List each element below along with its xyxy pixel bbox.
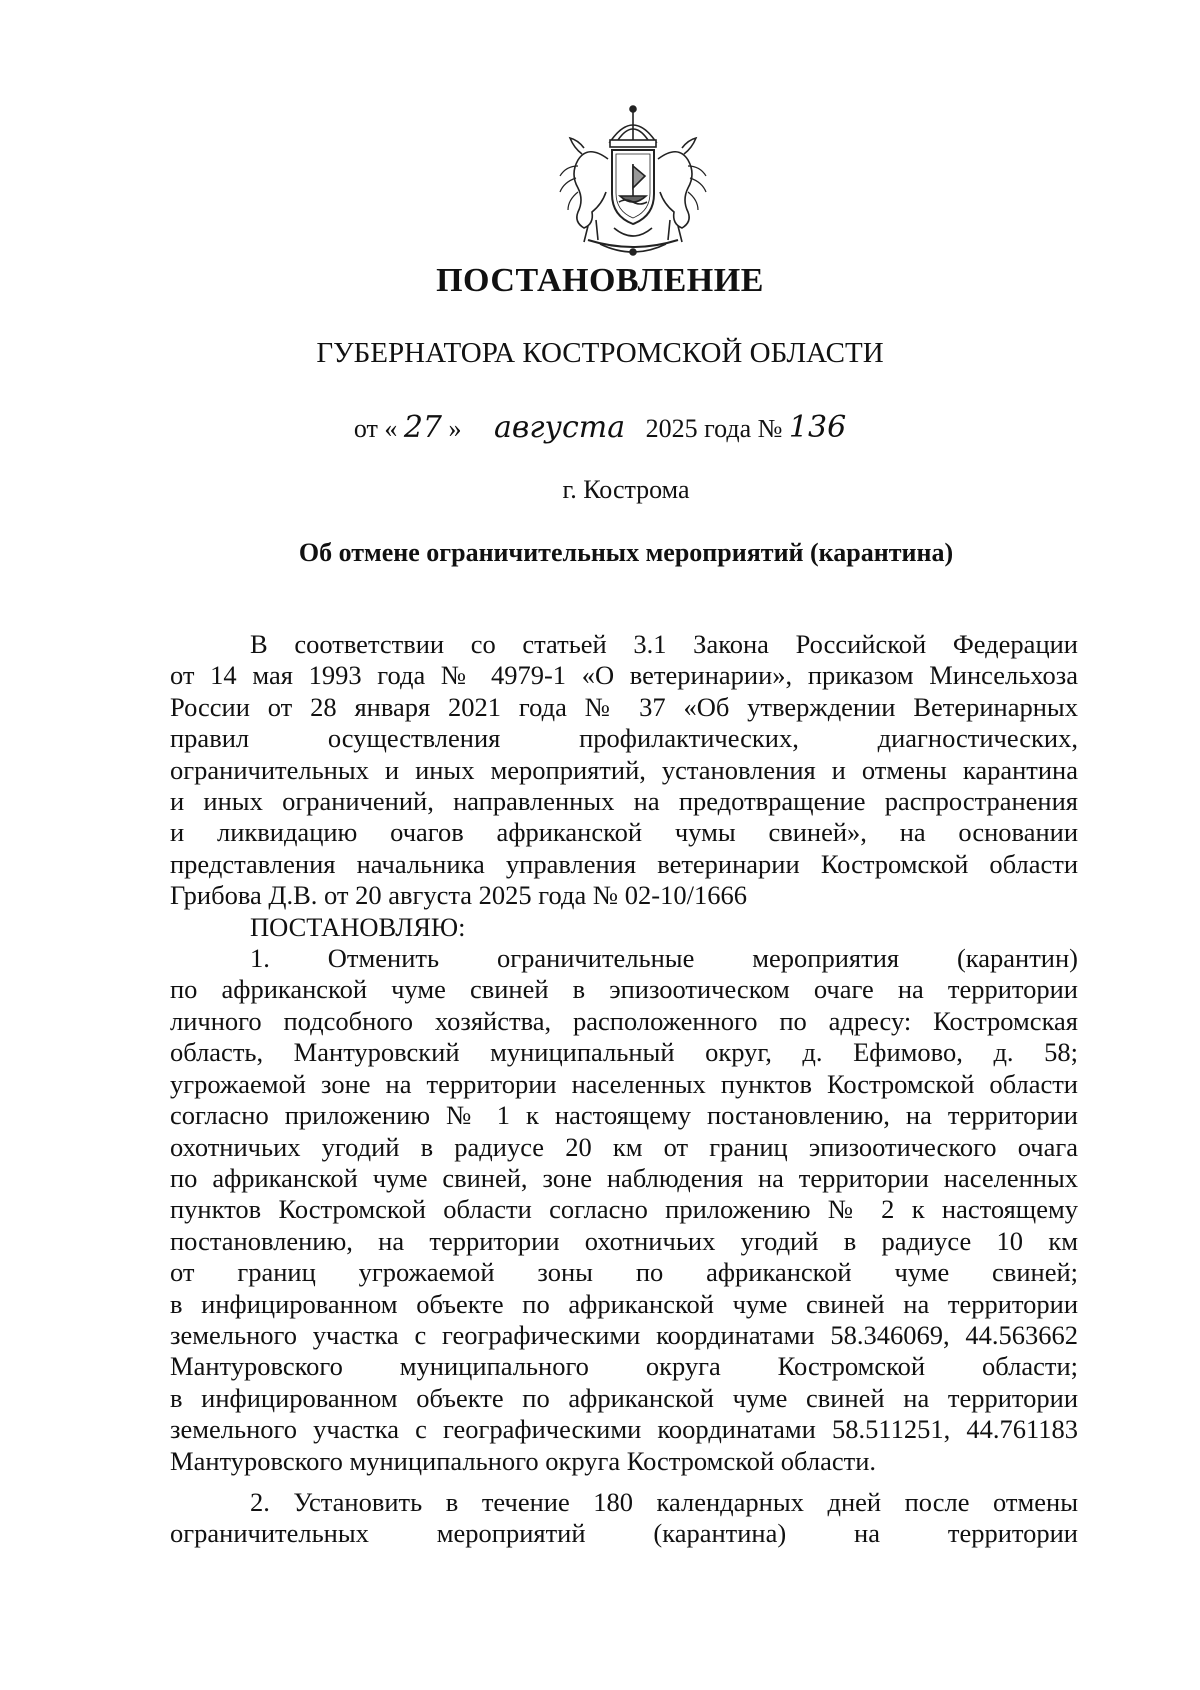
body-line: в инфицированном объекте по африканской чуме свиней на территории [170, 1382, 1078, 1413]
body-line: земельного участка с географическими координатами 58.346069, 44.563662 [170, 1319, 1078, 1350]
body-line: правил осуществления профилактических, диагностических, [170, 723, 1078, 754]
body-line: России от 28 января 2021 года № 37 «Об утверждении Ветеринарных [170, 691, 1078, 722]
body-line: и ликвидацию очагов африканской чумы свиней», на основании [170, 817, 1078, 848]
body-line: согласно приложению № 1 к настоящему постановлению, на территории [170, 1100, 1078, 1131]
document-title: ПОСТАНОВЛЕНИЕ [436, 262, 764, 299]
date-quote-close: » [448, 414, 462, 443]
body-line: по африканской чуме свиней в эпизоотическом очаге на территории [170, 974, 1078, 1005]
body-line: и иных ограничений, направленных на предотвращение распространения [170, 786, 1078, 817]
body-line: Грибова Д.В. от 20 августа 2025 года № 02-10/1666 [170, 880, 747, 911]
year-and-number-label: 2025 года № [645, 414, 783, 443]
body-line: ограничительных и иных мероприятий, установления и отмены карантина [170, 754, 1078, 785]
body-line: от границ угрожаемой зоны по африканской чуме свиней; [170, 1257, 1078, 1288]
city-line: г. Кострома [562, 475, 690, 504]
body-line: земельного участка с географическими координатами 58.511251, 44.761183 [170, 1414, 1078, 1445]
body-line: Мантуровского муниципального округа Костромской области. [170, 1445, 877, 1476]
date-number-line [0, 410, 1200, 445]
handwritten-month: августа [494, 410, 626, 445]
body-line: угрожаемой зоне на территории населенных пунктов Костромской области [170, 1068, 1078, 1099]
issuing-authority: ГУБЕРНАТОРА КОСТРОМСКОЙ ОБЛАСТИ [316, 337, 884, 369]
document-subject: Об отмене ограничительных мероприятий (карантина) [298, 538, 954, 567]
body-line: личного подсобного хозяйства, расположенного по адресу: Костромская [170, 1005, 1078, 1036]
body-line: 2. Установить в течение 180 календарных дней после отмены [250, 1486, 1078, 1517]
body-line: пунктов Костромской области согласно приложению № 2 к настоящему [170, 1194, 1078, 1225]
body-line: ограничительных мероприятий (карантина) на территории [170, 1518, 1078, 1549]
body-line: от 14 мая 1993 года № 4979-1 «О ветеринарии», приказом Минсельхоза [170, 660, 1078, 691]
body-line: Мантуровского муниципального округа Костромской области; [170, 1351, 1078, 1382]
handwritten-number: 136 [788, 410, 847, 445]
body-line: охотничьих угодий в радиусе 20 км от границ эпизоотического очага [170, 1131, 1078, 1162]
body-line: 1. Отменить ограничительные мероприятия (карантин) [250, 943, 1078, 974]
resolve-heading: ПОСТАНОВЛЯЮ: [250, 911, 466, 942]
body-line: постановлению, на территории охотничьих угодий в радиусе 10 км [170, 1225, 1078, 1256]
coat-of-arms-emblem [548, 104, 718, 264]
handwritten-day: 27 [403, 410, 443, 445]
date-prefix: от « [353, 414, 398, 443]
body-line: представления начальника управления ветеринарии Костромской области [170, 848, 1078, 879]
document-body [170, 629, 1078, 1550]
body-line: по африканской чуме свиней, зоне наблюдения на территории населенных [170, 1162, 1078, 1193]
body-line: область, Мантуровский муниципальный округ, д. Ефимово, д. 58; [170, 1037, 1078, 1068]
body-line: в инфицированном объекте по африканской чуме свиней на территории [170, 1288, 1078, 1319]
paragraph-gap [170, 1477, 1078, 1487]
body-line: В соответствии со статьей 3.1 Закона Российской Федерации [250, 629, 1078, 659]
